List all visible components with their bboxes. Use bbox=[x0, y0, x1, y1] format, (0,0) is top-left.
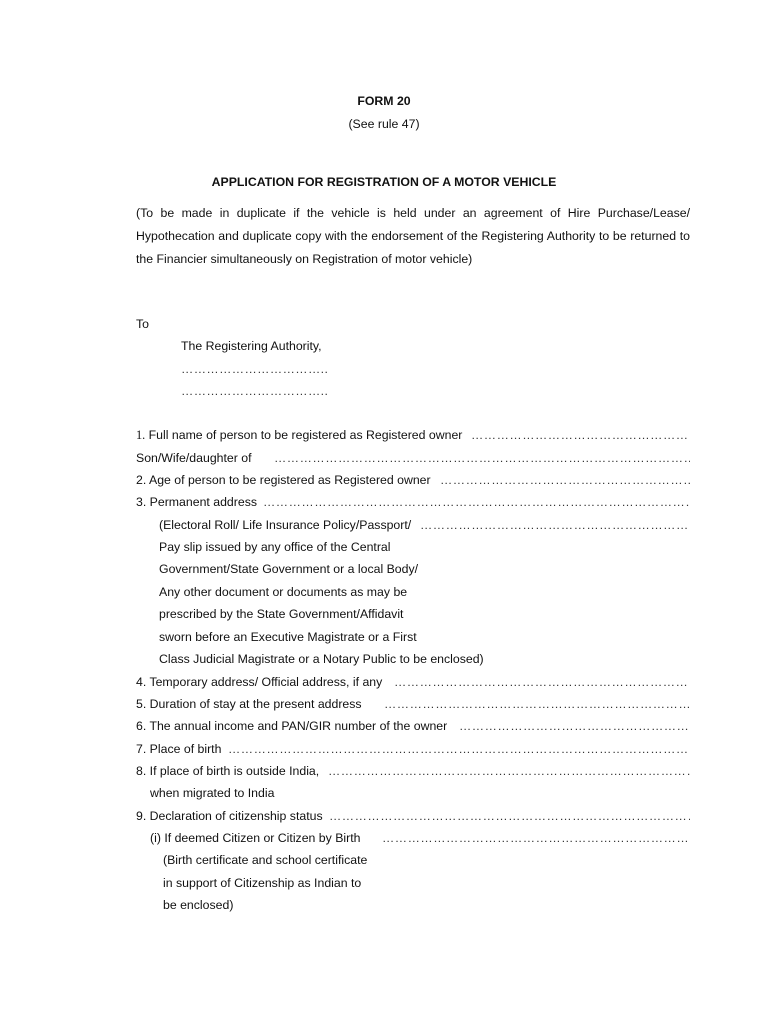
field-note: when migrated to India bbox=[150, 786, 275, 800]
field-duration-of-stay bbox=[136, 696, 690, 712]
temporary-address-input[interactable] bbox=[394, 674, 690, 690]
field-son-wife-daughter-of bbox=[136, 450, 690, 466]
field-label: Son/Wife/daughter of bbox=[136, 451, 252, 465]
field-annual-income-pan bbox=[136, 718, 690, 734]
field-citizen-by-birth bbox=[136, 830, 690, 846]
field-age bbox=[136, 472, 690, 488]
intro-note: (To be made in duplicate if the vehicle is held under an agreement of Hire Purchase/Lease/ Hypothecation and duplicate copy with the endorsement of the Registering Authority to be returned to the Financier simultaneously on Registration of motor vehicle) bbox=[136, 206, 690, 266]
authority-address-line-2[interactable]: …………………………….. bbox=[181, 384, 329, 398]
field-note: be enclosed) bbox=[163, 898, 234, 912]
citizen-by-birth-input[interactable] bbox=[382, 830, 690, 846]
field-full-name bbox=[136, 427, 690, 443]
field-place-of-birth bbox=[136, 741, 690, 757]
rule-reference: (See rule 47) bbox=[348, 117, 420, 131]
annual-income-pan-input[interactable] bbox=[459, 718, 690, 734]
form-title: FORM 20 bbox=[357, 94, 411, 108]
field-label: 2. Age of person to be registered as Registered owner bbox=[136, 473, 431, 487]
relation-input[interactable] bbox=[274, 450, 690, 466]
field-label: 4. Temporary address/ Official address, if any bbox=[136, 675, 383, 689]
field-note: sworn before an Executive Magistrate or a First bbox=[159, 630, 417, 644]
field-temporary-address bbox=[136, 674, 690, 690]
permanent-address-docs-input[interactable] bbox=[420, 517, 690, 533]
field-birth-outside-india bbox=[136, 763, 690, 779]
full-name-input[interactable] bbox=[471, 427, 690, 443]
place-of-birth-input[interactable] bbox=[228, 741, 690, 757]
field-note: in support of Citizenship as Indian to bbox=[163, 876, 362, 890]
duration-of-stay-input[interactable] bbox=[384, 696, 690, 712]
permanent-address-input[interactable] bbox=[263, 494, 690, 510]
field-citizenship-status bbox=[136, 808, 690, 824]
to-label: To bbox=[136, 317, 149, 331]
field-note: Class Judicial Magistrate or a Notary Public to be enclosed) bbox=[159, 652, 484, 666]
field-note: prescribed by the State Government/Affidavit bbox=[159, 607, 404, 621]
birth-outside-india-input[interactable] bbox=[328, 763, 690, 779]
field-label: 5. Duration of stay at the present address bbox=[136, 697, 362, 711]
field-label: 3. Permanent address bbox=[136, 495, 257, 509]
authority-address-line-1[interactable]: …………………………….. bbox=[181, 362, 329, 376]
citizenship-status-input[interactable] bbox=[329, 808, 690, 824]
item-number: 1. bbox=[136, 428, 146, 442]
field-note: (Birth certificate and school certificate bbox=[163, 853, 368, 867]
field-note: Government/State Government or a local Body/ bbox=[159, 562, 419, 576]
age-input[interactable] bbox=[440, 472, 690, 488]
field-note: (Electoral Roll/ Life Insurance Policy/Passport/ bbox=[159, 518, 412, 532]
field-label: 8. If place of birth is outside India, bbox=[136, 764, 320, 778]
field-permanent-address bbox=[136, 494, 690, 510]
field-label: 9. Declaration of citizenship status bbox=[136, 809, 323, 823]
field-label: (i) If deemed Citizen or Citizen by Birth bbox=[150, 831, 361, 845]
field-note: Pay slip issued by any office of the Central bbox=[159, 540, 391, 554]
authority-label: The Registering Authority, bbox=[181, 339, 322, 353]
permanent-address-docs bbox=[136, 517, 690, 533]
field-note: Any other document or documents as may be bbox=[159, 585, 408, 599]
field-label: Full name of person to be registered as Registered owner bbox=[148, 428, 463, 442]
field-label: 7. Place of birth bbox=[136, 742, 222, 756]
field-label: 6. The annual income and PAN/GIR number of the owner bbox=[136, 719, 448, 733]
form-heading: APPLICATION FOR REGISTRATION OF A MOTOR VEHICLE bbox=[211, 175, 557, 189]
